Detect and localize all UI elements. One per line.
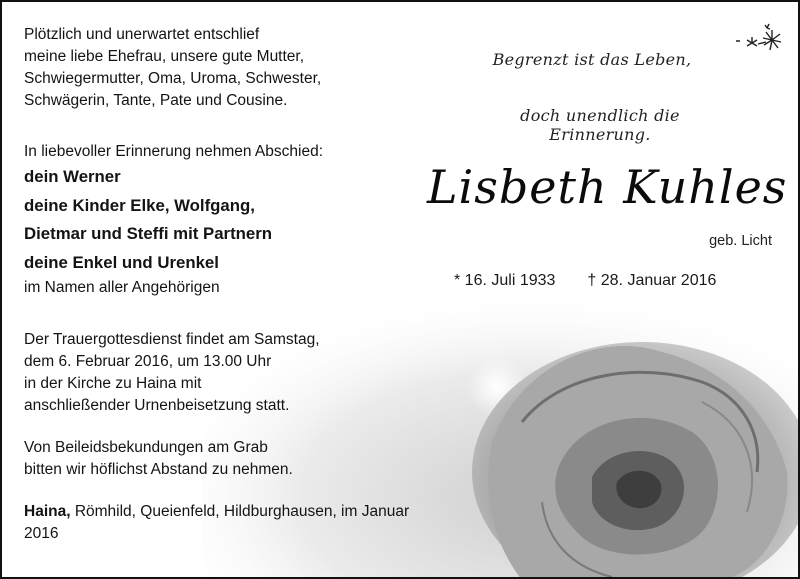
service-line: dem 6. Februar 2016, um 13.00 Uhr [24,353,272,370]
farewell-line: In liebevoller Erinnerung nehmen Abschied: [24,143,323,160]
deceased-name: Lisbeth Kuhles [427,160,788,214]
place-main: Haina, [24,503,71,520]
service-line: Der Trauergottesdienst findet am Samstag, [24,331,320,348]
maiden-name: geb. Licht [709,233,772,249]
intro-line: Plötzlich und unerwartet entschlief [24,26,260,43]
service-line: anschließender Urnenbeisetzung statt. [24,397,290,414]
flower-ornament-icon [722,20,782,60]
on-behalf-line: im Namen aller Angehörigen [24,279,220,296]
place-date-line [24,501,444,545]
mourner-line: deine Kinder Elke, Wolfgang, [24,195,255,215]
intro-line: Schwiegermutter, Oma, Uroma, Schwester, [24,70,322,87]
place-rest: Römhild, Queienfeld, Hildburghausen, im Januar 2016 [24,503,410,542]
condolence-line: Von Beileidsbekundungen am Grab [24,439,268,456]
quote-line-1: Begrenzt ist das Leben, [492,50,692,69]
intro-line: Schwägerin, Tante, Pate und Cousine. [24,92,288,109]
mourner-line: dein Werner [24,167,121,186]
condolence-line: bitten wir höflichst Abstand zu nehmen. [24,461,293,478]
quote-line-2: doch unendlich die Erinnerung. [520,106,680,144]
condolence-note [24,437,444,481]
mourners-list [24,163,444,277]
service-line: in der Kirche zu Haina mit [24,375,202,392]
death-date: † 28. Januar 2016 [587,272,717,289]
birth-date: * 16. Juli 1933 [454,272,556,289]
mourner-line: deine Enkel und Urenkel [24,252,219,272]
intro-text [24,24,444,112]
life-dates [454,272,716,290]
service-info [24,329,444,417]
mourner-line: Dietmar und Steffi mit Partnern [24,224,273,243]
intro-line: meine liebe Ehefrau, unsere gute Mutter, [24,48,305,65]
announcement-text [24,24,444,545]
